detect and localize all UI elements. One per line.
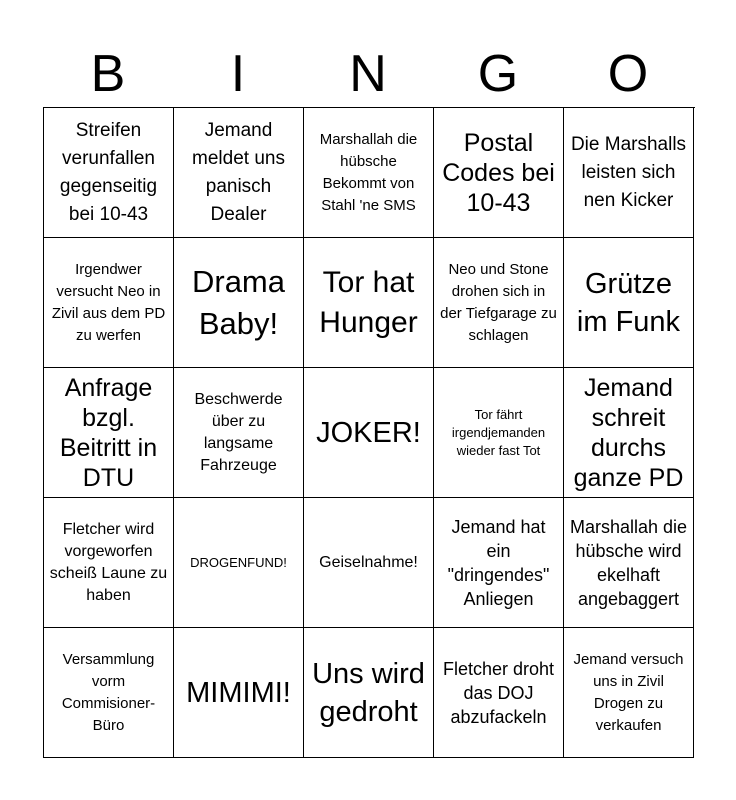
bingo-header xyxy=(43,40,693,108)
bingo-cell-r4c5[interactable] xyxy=(564,498,694,628)
bingo-cell-text: Geiselnahme! xyxy=(319,553,418,571)
bingo-cell-text: Postal Codes bei 10-43 xyxy=(442,128,555,217)
bingo-cell-text: Beschwerde über zu langsame Fahrzeuge xyxy=(194,390,283,474)
header-letter-o: O xyxy=(607,45,649,103)
bingo-cell-text: Irgendwer versucht Neo in Zivil aus dem PD zu werfen xyxy=(51,260,166,344)
bingo-cell-r5c2[interactable] xyxy=(174,628,304,758)
header-letter-g: G xyxy=(477,45,519,103)
bingo-cell-r3c4[interactable] xyxy=(434,368,564,498)
bingo-cell-r5c1[interactable] xyxy=(44,628,174,758)
bingo-cell-text: Die Marshalls leisten sich nen Kicker xyxy=(570,133,687,211)
bingo-cell-text: Versammlung vorm Commisioner-Büro xyxy=(61,650,156,734)
bingo-cell-text: Marshallah die hübsche wird ekelhaft angebaggert xyxy=(569,516,688,609)
bingo-cell-text: Tor fährt irgendjemanden wieder fast Tot xyxy=(451,406,546,458)
bingo-cell-text: Tor hat Hunger xyxy=(319,265,418,339)
bingo-cell-text: Jemand meldet uns panisch Dealer xyxy=(192,119,285,225)
bingo-cell-r3c2[interactable] xyxy=(174,368,304,498)
bingo-cell-r2c4[interactable] xyxy=(434,238,564,368)
bingo-cell-r4c4[interactable] xyxy=(434,498,564,628)
bingo-cell-text: Jemand versuch uns in Zivil Drogen zu verkaufen xyxy=(573,650,684,734)
bingo-cell-text: Uns wird gedroht xyxy=(312,657,425,728)
bingo-cell-r2c1[interactable] xyxy=(44,238,174,368)
header-letter-i: I xyxy=(230,45,246,103)
bingo-cell-text: JOKER! xyxy=(316,416,421,449)
bingo-cell-text: DROGENFUND! xyxy=(190,554,287,570)
bingo-cell-text: Jemand hat ein "dringendes" Anliegen xyxy=(447,516,550,609)
bingo-cell-r3c3[interactable] xyxy=(304,368,434,498)
bingo-cell-text: Marshallah die hübsche Bekommt von Stahl 'ne SMS xyxy=(319,130,418,214)
bingo-grid xyxy=(43,107,695,758)
bingo-cell-text: Fletcher droht das DOJ abzufackeln xyxy=(442,658,555,727)
bingo-cell-r2c5[interactable] xyxy=(564,238,694,368)
bingo-cell-r3c5[interactable] xyxy=(564,368,694,498)
bingo-cell-text: Jemand schreit durchs ganze PD xyxy=(573,373,684,492)
bingo-cell-r2c3[interactable] xyxy=(304,238,434,368)
bingo-cell-r4c2[interactable] xyxy=(174,498,304,628)
header-letter-n: N xyxy=(349,45,387,103)
bingo-cell-r1c2[interactable] xyxy=(174,108,304,238)
bingo-cell-r4c3[interactable] xyxy=(304,498,434,628)
bingo-cell-r1c5[interactable] xyxy=(564,108,694,238)
bingo-cell-r4c1[interactable] xyxy=(44,498,174,628)
bingo-cell-text: Anfrage bzgl. Beitritt in DTU xyxy=(59,373,158,492)
bingo-cell-text: Streifen verunfallen gegenseitig bei 10-43 xyxy=(59,119,158,225)
header-letter-b: B xyxy=(90,45,126,103)
bingo-cell-r5c5[interactable] xyxy=(564,628,694,758)
bingo-cell-text: Fletcher wird vorgeworfen scheiß Laune zu haben xyxy=(49,520,168,604)
bingo-cell-r1c1[interactable] xyxy=(44,108,174,238)
bingo-cell-text: Drama Baby! xyxy=(191,263,285,341)
bingo-cell-text: Grütze im Funk xyxy=(576,267,681,338)
bingo-cell-r5c4[interactable] xyxy=(434,628,564,758)
bingo-cell-r1c4[interactable] xyxy=(434,108,564,238)
bingo-cell-text: MIMIMI! xyxy=(186,676,291,709)
bingo-cell-r5c3[interactable] xyxy=(304,628,434,758)
bingo-cell-r1c3[interactable] xyxy=(304,108,434,238)
bingo-cell-text: Neo und Stone drohen sich in der Tiefgarage zu schlagen xyxy=(440,260,557,344)
bingo-cell-r2c2[interactable] xyxy=(174,238,304,368)
bingo-cell-r3c1[interactable] xyxy=(44,368,174,498)
